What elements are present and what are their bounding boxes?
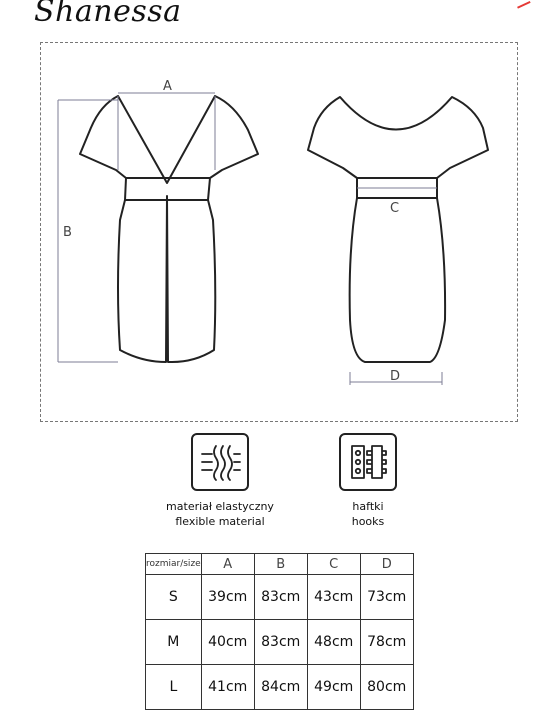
hooks-icon bbox=[339, 433, 397, 491]
size-table bbox=[145, 553, 414, 710]
table-row bbox=[146, 620, 414, 665]
size-table-corner: rozmiar/size bbox=[146, 554, 202, 575]
table-cell: 40cm bbox=[201, 620, 254, 665]
feature-hooks-label-en: hooks bbox=[351, 515, 385, 528]
table-cell: 84cm bbox=[254, 665, 307, 710]
size-table-header bbox=[146, 554, 414, 575]
size-label: S bbox=[146, 575, 202, 620]
back-view-drawing bbox=[308, 97, 488, 362]
feature-flexible-material bbox=[150, 433, 290, 529]
table-cell: 83cm bbox=[254, 575, 307, 620]
feature-hooks bbox=[318, 433, 418, 529]
table-cell: 83cm bbox=[254, 620, 307, 665]
feature-hooks-label-pl: haftki bbox=[352, 500, 384, 513]
label-a: A bbox=[163, 79, 172, 94]
column-header-a: A bbox=[201, 554, 254, 575]
table-cell: 73cm bbox=[360, 575, 413, 620]
table-cell: 39cm bbox=[201, 575, 254, 620]
table-cell: 80cm bbox=[360, 665, 413, 710]
column-header-b: B bbox=[254, 554, 307, 575]
table-cell: 78cm bbox=[360, 620, 413, 665]
table-row bbox=[146, 575, 414, 620]
column-header-d: D bbox=[360, 554, 413, 575]
size-label: L bbox=[146, 665, 202, 710]
feature-flexible-label-pl: materiał elastyczny bbox=[166, 500, 274, 513]
brand-logo: Shanessa bbox=[34, 0, 182, 29]
table-cell: 41cm bbox=[201, 665, 254, 710]
stretch-icon bbox=[191, 433, 249, 491]
label-d: D bbox=[390, 369, 401, 384]
table-cell: 49cm bbox=[307, 665, 360, 710]
table-row bbox=[146, 665, 414, 710]
feature-flexible-label-en: flexible material bbox=[175, 515, 265, 528]
size-label: M bbox=[146, 620, 202, 665]
column-header-c: C bbox=[307, 554, 360, 575]
table-cell: 48cm bbox=[307, 620, 360, 665]
front-measure-guides bbox=[58, 93, 215, 362]
front-view-drawing bbox=[80, 96, 258, 362]
label-c: C bbox=[390, 201, 400, 216]
back-measure-guides bbox=[350, 188, 442, 385]
table-cell: 43cm bbox=[307, 575, 360, 620]
label-b: B bbox=[63, 225, 72, 240]
